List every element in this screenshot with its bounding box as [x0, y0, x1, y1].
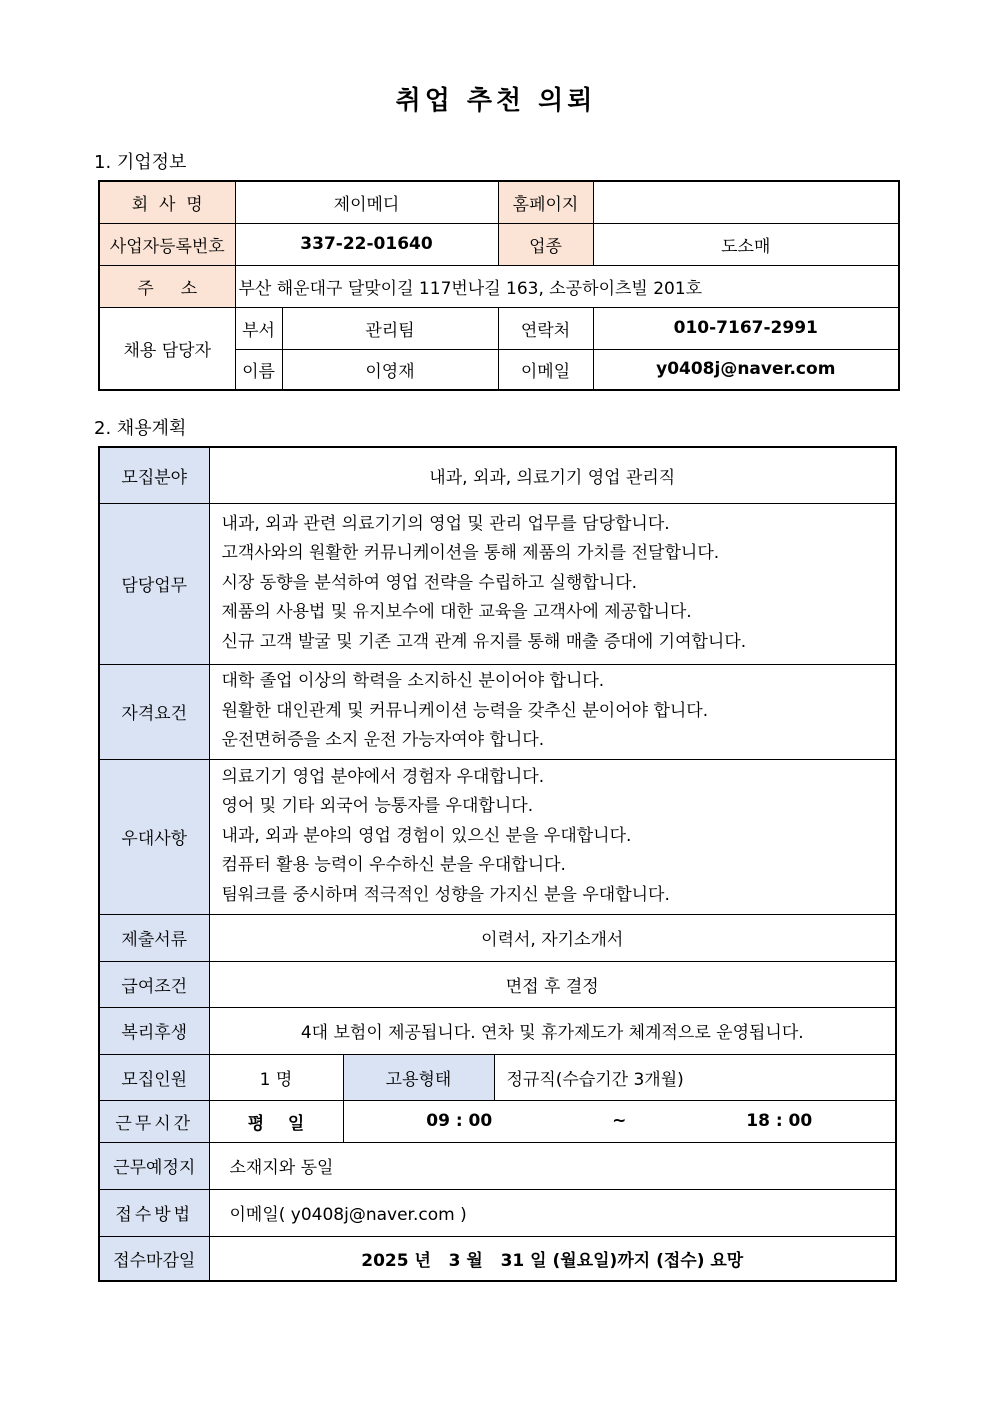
qualification-item: 원활한 대인관계 및 커뮤니케이션 능력을 갖추신 분이어야 합니다.: [221, 700, 709, 721]
docs-value: 이력서, 자기소개서: [209, 914, 896, 961]
duties-label: 담당업무: [99, 503, 209, 664]
time-separator: ~: [612, 1111, 627, 1131]
salary-label: 급여조건: [99, 961, 209, 1007]
company-name-label: 회 사 명: [99, 181, 235, 223]
preference-item: 팀워크를 중시하며 적극적인 성향을 가지신 분을 우대합니다.: [221, 884, 670, 905]
qualification-item: 운전면허증을 소지 운전 가능자여야 합니다.: [221, 730, 545, 751]
headcount-label: 모집인원: [99, 1054, 209, 1100]
dept-value: 관리팀: [282, 307, 498, 349]
preference-item: 컴퓨터 활용 능력이 우수하신 분을 우대합니다.: [221, 855, 566, 876]
start-time: 09 : 00: [426, 1111, 493, 1131]
company-info-table: [98, 180, 900, 391]
preferences-list: [209, 759, 896, 914]
name-label: 이름: [235, 349, 282, 390]
docs-label: 제출서류: [99, 914, 209, 961]
field-label: 모집분야: [99, 447, 209, 503]
page-title: 취업 추천 의뢰: [395, 86, 597, 116]
company-name-value: 제이메디: [235, 181, 498, 223]
duty-item: 고객사와의 원활한 커뮤니케이션을 통해 제품의 가치를 전달합니다.: [221, 543, 720, 564]
deadline-label: 접수마감일: [99, 1236, 209, 1281]
address-value: 부산 해운대구 달맞이길 117번나길 163, 소공하이츠빌 201호: [235, 265, 899, 307]
preference-item: 의료기기 영업 분야에서 경험자 우대합니다.: [221, 766, 545, 787]
phone-label: 연락처: [498, 307, 593, 349]
field-value: 내과, 외과, 의료기기 영업 관리직: [209, 447, 896, 503]
hiring-plan-table: [98, 446, 897, 1282]
preference-item: 영어 및 기타 외국어 능통자를 우대합니다.: [221, 796, 534, 817]
industry-label: 업종: [498, 223, 593, 265]
industry-value: 도소매: [593, 223, 899, 265]
headcount-value: 1 명: [209, 1054, 343, 1100]
welfare-value: 4대 보험이 제공됩니다. 연차 및 휴가제도가 체계적으로 운영됩니다.: [209, 1007, 896, 1054]
duty-item: 시장 동향을 분석하여 영업 전략을 수립하고 실행합니다.: [221, 572, 638, 593]
preferences-label: 우대사항: [99, 759, 209, 914]
qualification-item: 대학 졸업 이상의 학력을 소지하신 분이어야 합니다.: [221, 671, 605, 692]
end-time: 18 : 00: [746, 1111, 813, 1131]
section-company-info-heading: 1. 기업정보: [94, 152, 187, 173]
contact-label: 채용 담당자: [99, 307, 235, 390]
dept-label: 부서: [235, 307, 282, 349]
qualifications-list: [209, 664, 896, 759]
workplace-label: 근무예정지: [99, 1142, 209, 1189]
section-hiring-plan-heading: 2. 채용계획: [94, 418, 187, 439]
homepage-label: 홈페이지: [498, 181, 593, 223]
duty-item: 제품의 사용법 및 유지보수에 대한 교육을 고객사에 제공합니다.: [221, 602, 692, 623]
phone-value: 010-7167-2991: [593, 307, 899, 349]
duty-item: 내과, 외과 관련 의료기기의 영업 및 관리 업무를 담당합니다.: [221, 513, 670, 534]
name-value: 이영재: [282, 349, 498, 390]
weekday-value: 평 일: [209, 1100, 343, 1142]
workplace-value: 소재지와 동일: [209, 1142, 896, 1189]
salary-value: 면접 후 결정: [209, 961, 896, 1007]
qualifications-label: 자격요건: [99, 664, 209, 759]
hours-label: 근무시간: [99, 1100, 209, 1142]
preference-item: 내과, 외과 분야의 영업 경험이 있으신 분을 우대합니다.: [221, 825, 632, 846]
biz-no-label: 사업자등록번호: [99, 223, 235, 265]
email-label: 이메일: [498, 349, 593, 390]
email-value: y0408j@naver.com: [593, 349, 899, 390]
deadline-value: 2025 년 3 월 31 일 (월요일)까지 (접수) 요망: [209, 1236, 896, 1281]
apply-method-value: 이메일( y0408j@naver.com ): [209, 1189, 896, 1236]
biz-no-value: 337-22-01640: [235, 223, 498, 265]
duty-item: 신규 고객 발굴 및 기존 고객 관계 유지를 통해 매출 증대에 기여합니다.: [221, 631, 747, 652]
address-label: 주 소: [99, 265, 235, 307]
emp-type-value: 정규직(수습기간 3개월): [494, 1054, 896, 1100]
work-hours: [343, 1100, 896, 1142]
duties-list: [209, 503, 896, 664]
apply-label: 접수방법: [99, 1189, 209, 1236]
emp-type-label: 고용형태: [343, 1054, 494, 1100]
welfare-label: 복리후생: [99, 1007, 209, 1054]
homepage-value: [593, 181, 899, 223]
